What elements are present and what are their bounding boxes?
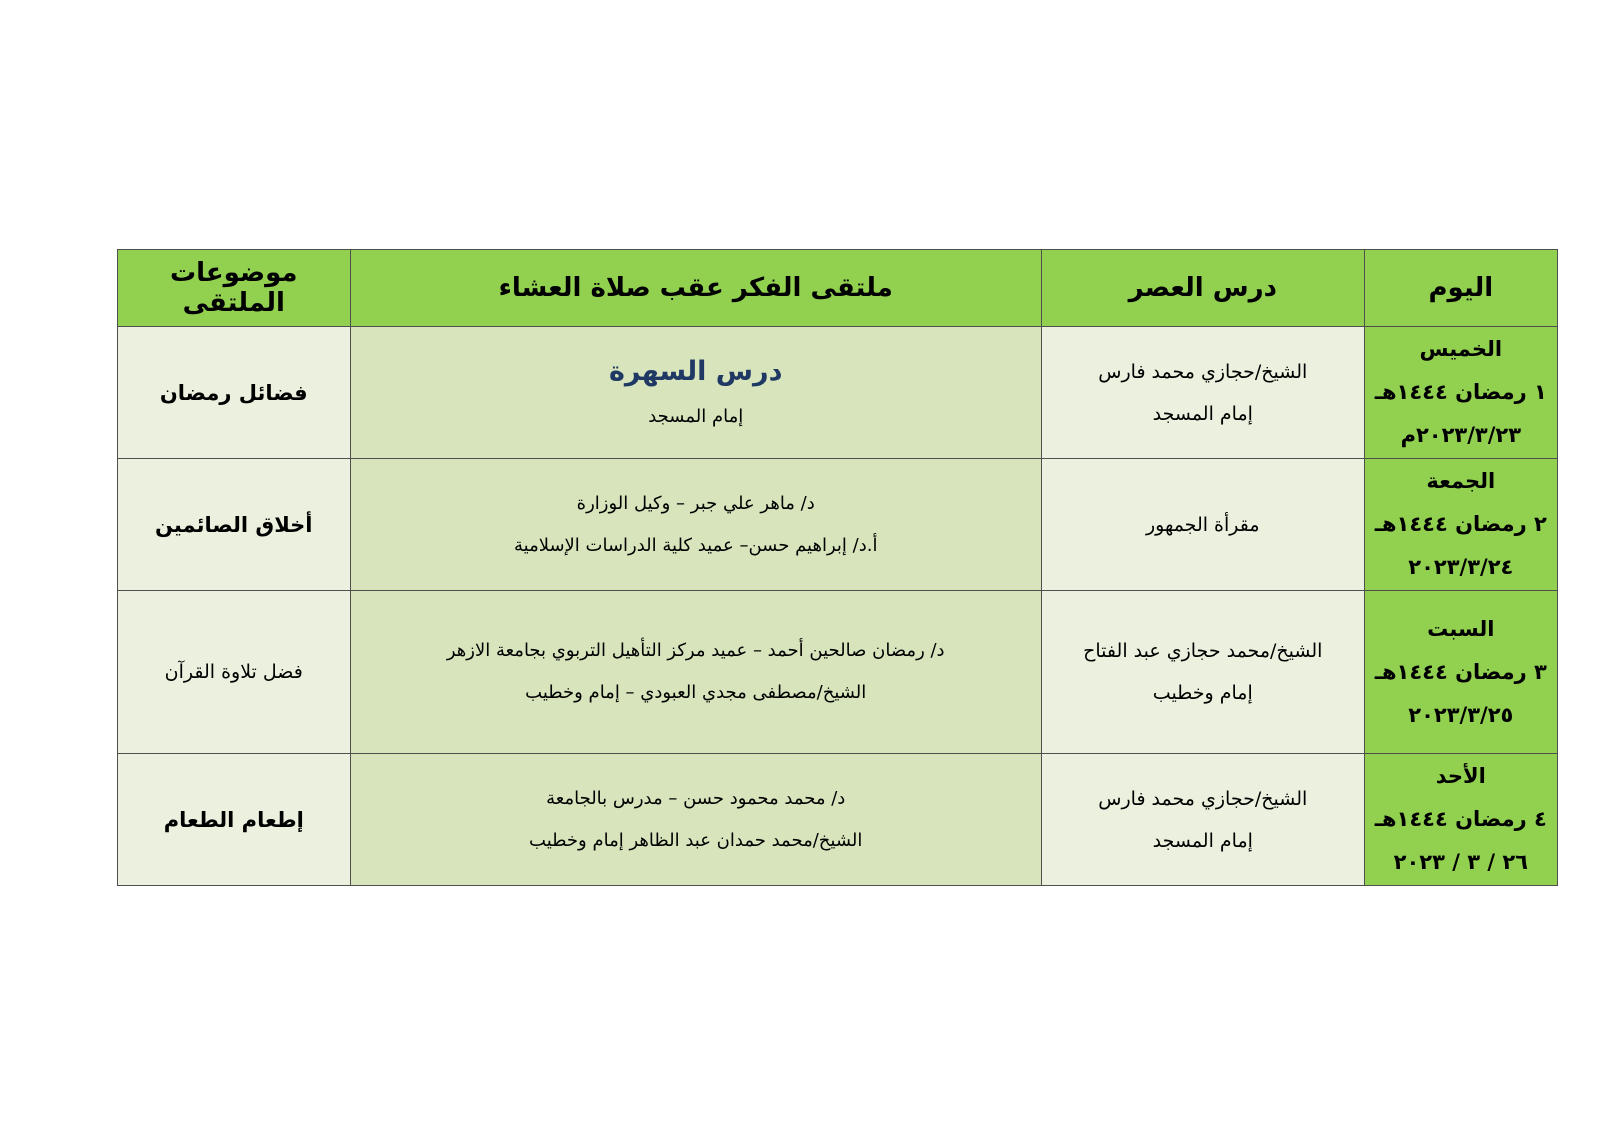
asr-speaker-role: إمام وخطيب: [1152, 682, 1253, 704]
asr-lesson-cell: [1041, 327, 1364, 459]
table-row: [118, 459, 1558, 591]
forum-topic: فضائل رمضان: [118, 327, 351, 459]
asr-speaker: الشيخ/حجازي محمد فارس: [1098, 360, 1308, 383]
hijri-date: ٣ رمضان ١٤٤٤هـ: [1374, 659, 1547, 684]
asr-lesson-cell: [1041, 591, 1364, 754]
gregorian-date: ٢٠٢٣/٣/٢٤: [1408, 555, 1514, 579]
gregorian-date: ٢٦ / ٣ / ٢٠٢٣: [1393, 850, 1528, 874]
day-name: الأحد: [1435, 764, 1486, 788]
isha-forum-cell: [350, 591, 1041, 754]
isha-speaker: أ.د/ إبراهيم حسن– عميد كلية الدراسات الإسلامية: [513, 534, 878, 556]
table-row: [118, 327, 1558, 459]
day-cell: [1364, 754, 1557, 886]
hijri-date: ١ رمضان ١٤٤٤هـ: [1374, 380, 1547, 404]
forum-topic: إطعام الطعام: [118, 754, 351, 886]
isha-forum-cell: [350, 459, 1041, 591]
day-name: الجمعة: [1426, 469, 1496, 493]
ramadan-schedule-table: [117, 249, 1558, 886]
gregorian-date: ٢٠٢٣/٣/٢٥: [1408, 702, 1514, 727]
header-row: [118, 250, 1558, 327]
day-cell: [1364, 327, 1557, 459]
asr-lesson-cell: [1041, 754, 1364, 886]
gregorian-date: ٢٠٢٣/٣/٢٣م: [1400, 423, 1522, 447]
day-name: السبت: [1427, 616, 1495, 641]
table-row: [118, 591, 1558, 754]
header-asr-lesson: درس العصر: [1041, 250, 1364, 327]
isha-speaker: الشيخ/مصطفى مجدي العبودي – إمام وخطيب: [525, 682, 867, 703]
isha-forum-cell: [350, 754, 1041, 886]
header-isha-forum: ملتقى الفكر عقب صلاة العشاء: [350, 250, 1041, 327]
day-cell: [1364, 591, 1557, 754]
asr-speaker-role: إمام المسجد: [1152, 829, 1253, 852]
isha-forum-cell: [350, 327, 1041, 459]
forum-topic: فضل تلاوة القرآن: [118, 591, 351, 754]
asr-speaker: مقرأة الجمهور: [1145, 513, 1260, 536]
asr-speaker: الشيخ/حجازي محمد فارس: [1098, 787, 1308, 810]
isha-speaker: د/ رمضان صالحين أحمد – عميد مركز التأهيل التربوي بجامعة الازهر: [446, 640, 945, 661]
isha-speaker: الشيخ/محمد حمدان عبد الظاهر إمام وخطيب: [529, 829, 863, 851]
asr-speaker: الشيخ/محمد حجازي عبد الفتاح: [1083, 640, 1323, 662]
day-name: الخميس: [1419, 337, 1503, 361]
header-day: اليوم: [1364, 250, 1557, 327]
hijri-date: ٢ رمضان ١٤٤٤هـ: [1374, 512, 1547, 536]
isha-title: درس السهرة: [608, 355, 783, 387]
hijri-date: ٤ رمضان ١٤٤٤هـ: [1374, 807, 1547, 831]
asr-lesson-cell: [1041, 459, 1364, 591]
day-cell: [1364, 459, 1557, 591]
isha-speaker: د/ ماهر علي جبر – وكيل الوزارة: [576, 492, 815, 514]
isha-speaker: د/ محمد محمود حسن – مدرس بالجامعة: [546, 787, 846, 809]
asr-speaker-role: إمام المسجد: [1152, 402, 1253, 425]
table-row: [118, 754, 1558, 886]
forum-topic: أخلاق الصائمين: [118, 459, 351, 591]
header-forum-topics: موضوعات الملتقى: [118, 250, 351, 327]
isha-speaker: إمام المسجد: [648, 405, 744, 427]
